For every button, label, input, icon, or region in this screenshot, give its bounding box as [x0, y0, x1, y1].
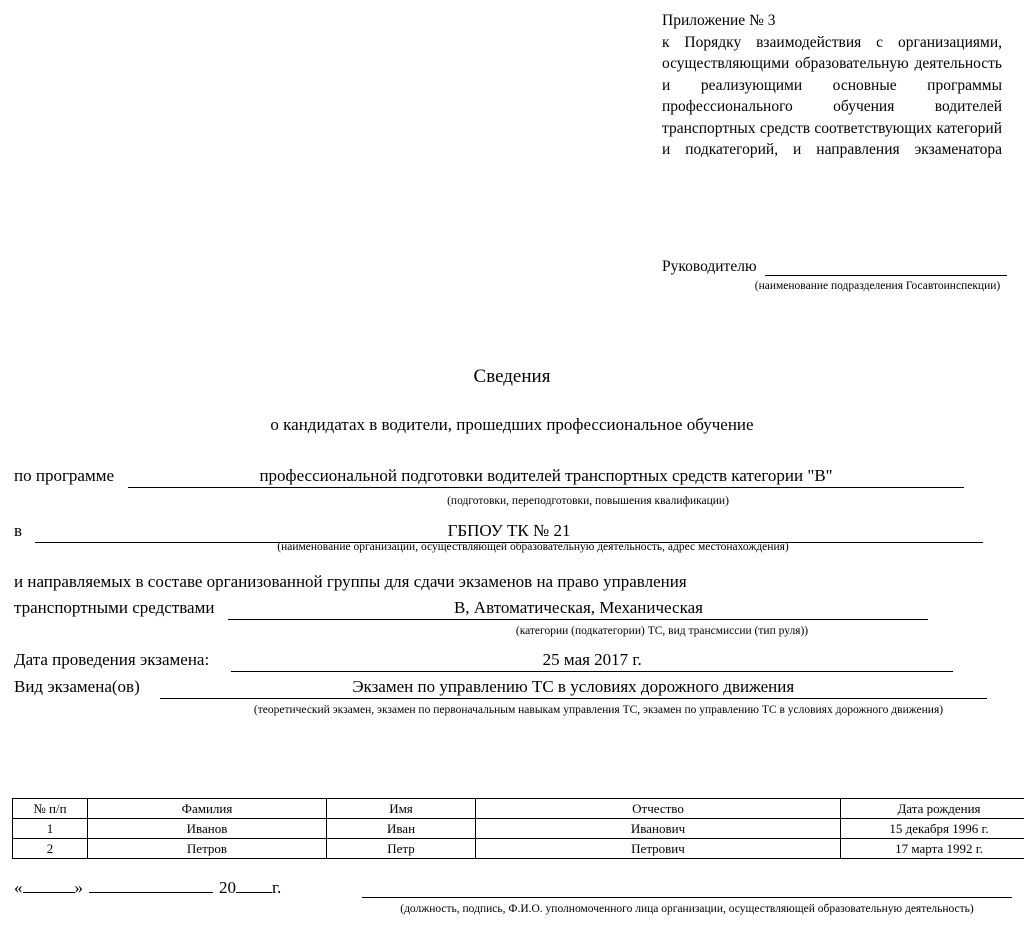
cell-patronymic: Петрович — [476, 839, 841, 859]
cell-name: Иван — [327, 819, 476, 839]
exam-date-value[interactable]: 25 мая 2017 г. — [231, 650, 953, 672]
year-input[interactable] — [236, 892, 272, 893]
table-row[interactable] — [13, 839, 1024, 859]
program-value[interactable]: профессиональной подготовки водителей транспортных средств категории "В" — [128, 466, 964, 488]
vehicle-category-row — [14, 598, 1012, 620]
program-caption: (подготовки, переподготовки, повышения квалификации) — [447, 495, 729, 507]
organization-value[interactable]: ГБПОУ ТК № 21 — [35, 521, 983, 543]
cell-name: Петр — [327, 839, 476, 859]
cell-number: 2 — [13, 839, 88, 859]
vehicle-category-value[interactable]: В, Автоматическая, Механическая — [228, 598, 928, 620]
table-row[interactable] — [13, 819, 1024, 839]
dispatch-line-1: и направляемых в составе организованной группы для сдачи экзаменов на право управления — [14, 572, 687, 591]
exam-type-caption: (теоретический экзамен, экзамен по первоначальным навыкам управления ТС, экзамен по управлению ТС в условиях дорожного движения) — [253, 704, 944, 716]
addressee-label: Руководителю — [662, 258, 757, 275]
year-prefix: 20 — [219, 878, 236, 897]
addressee-input[interactable] — [765, 258, 1007, 276]
column-header-surname: Фамилия — [88, 799, 327, 819]
exam-date-label: Дата проведения экзамена: — [14, 650, 210, 669]
vehicle-category-label: транспортными средствами — [14, 598, 215, 617]
cell-number: 1 — [13, 819, 88, 839]
cell-patronymic: Иванович — [476, 819, 841, 839]
signature-date-row — [14, 878, 281, 898]
exam-type-value[interactable]: Экзамен по управлению ТС в условиях дорожного движения — [160, 677, 987, 699]
vehicle-category-caption: (категории (подкатегории) ТС, вид трансмиссии (тип руля)) — [515, 625, 809, 637]
year-suffix: г. — [272, 878, 282, 897]
page-subtitle: о кандидатах в водители, прошедших профессиональное обучение — [270, 415, 754, 434]
column-header-number: № п/п — [13, 799, 88, 819]
organization-caption: (наименование организации, осуществляющей образовательную деятельность, адрес местонахождения) — [277, 541, 789, 553]
exam-date-row — [14, 650, 1012, 672]
day-input[interactable] — [23, 892, 75, 893]
appendix-title: Приложение № 3 — [662, 12, 776, 29]
appendix-reference-text: к Порядку взаимодействия с организациями, осуществляющими образовательную деятельность и реализующими основные программы профессионального обучения водителей транспортных средств соответствующих категорий и подкатегорий, и направления экзаменатора — [662, 33, 1002, 158]
addressee-block — [662, 258, 1007, 294]
cell-surname: Иванов — [88, 819, 327, 839]
program-label: по программе — [14, 466, 115, 485]
column-header-birthdate: Дата рождения — [841, 799, 1024, 819]
addressee-caption: (наименование подразделения Госавтоинспекции) — [754, 280, 1001, 292]
appendix-header — [662, 10, 1002, 182]
program-row — [14, 466, 1012, 488]
addressee-row — [662, 258, 1007, 276]
column-header-patronymic: Отчество — [476, 799, 841, 819]
table-header-row — [13, 799, 1024, 819]
candidates-table — [12, 798, 1024, 859]
signature-caption: (должность, подпись, Ф.И.О. уполномоченного лица организации, осуществляющей образовательную деятельность) — [400, 903, 974, 915]
page-title: Сведения — [473, 366, 551, 387]
signature-input[interactable] — [362, 897, 1012, 898]
exam-type-label: Вид экзамена(ов) — [14, 677, 140, 696]
cell-surname: Петров — [88, 839, 327, 859]
cell-birthdate: 15 декабря 1996 г. — [841, 819, 1024, 839]
column-header-name: Имя — [327, 799, 476, 819]
cell-birthdate: 17 марта 1992 г. — [841, 839, 1024, 859]
quote-open: « — [14, 878, 23, 897]
organization-label: в — [14, 521, 23, 540]
month-input[interactable] — [89, 892, 213, 893]
exam-type-row — [14, 677, 1012, 699]
quote-close: » — [74, 878, 83, 897]
